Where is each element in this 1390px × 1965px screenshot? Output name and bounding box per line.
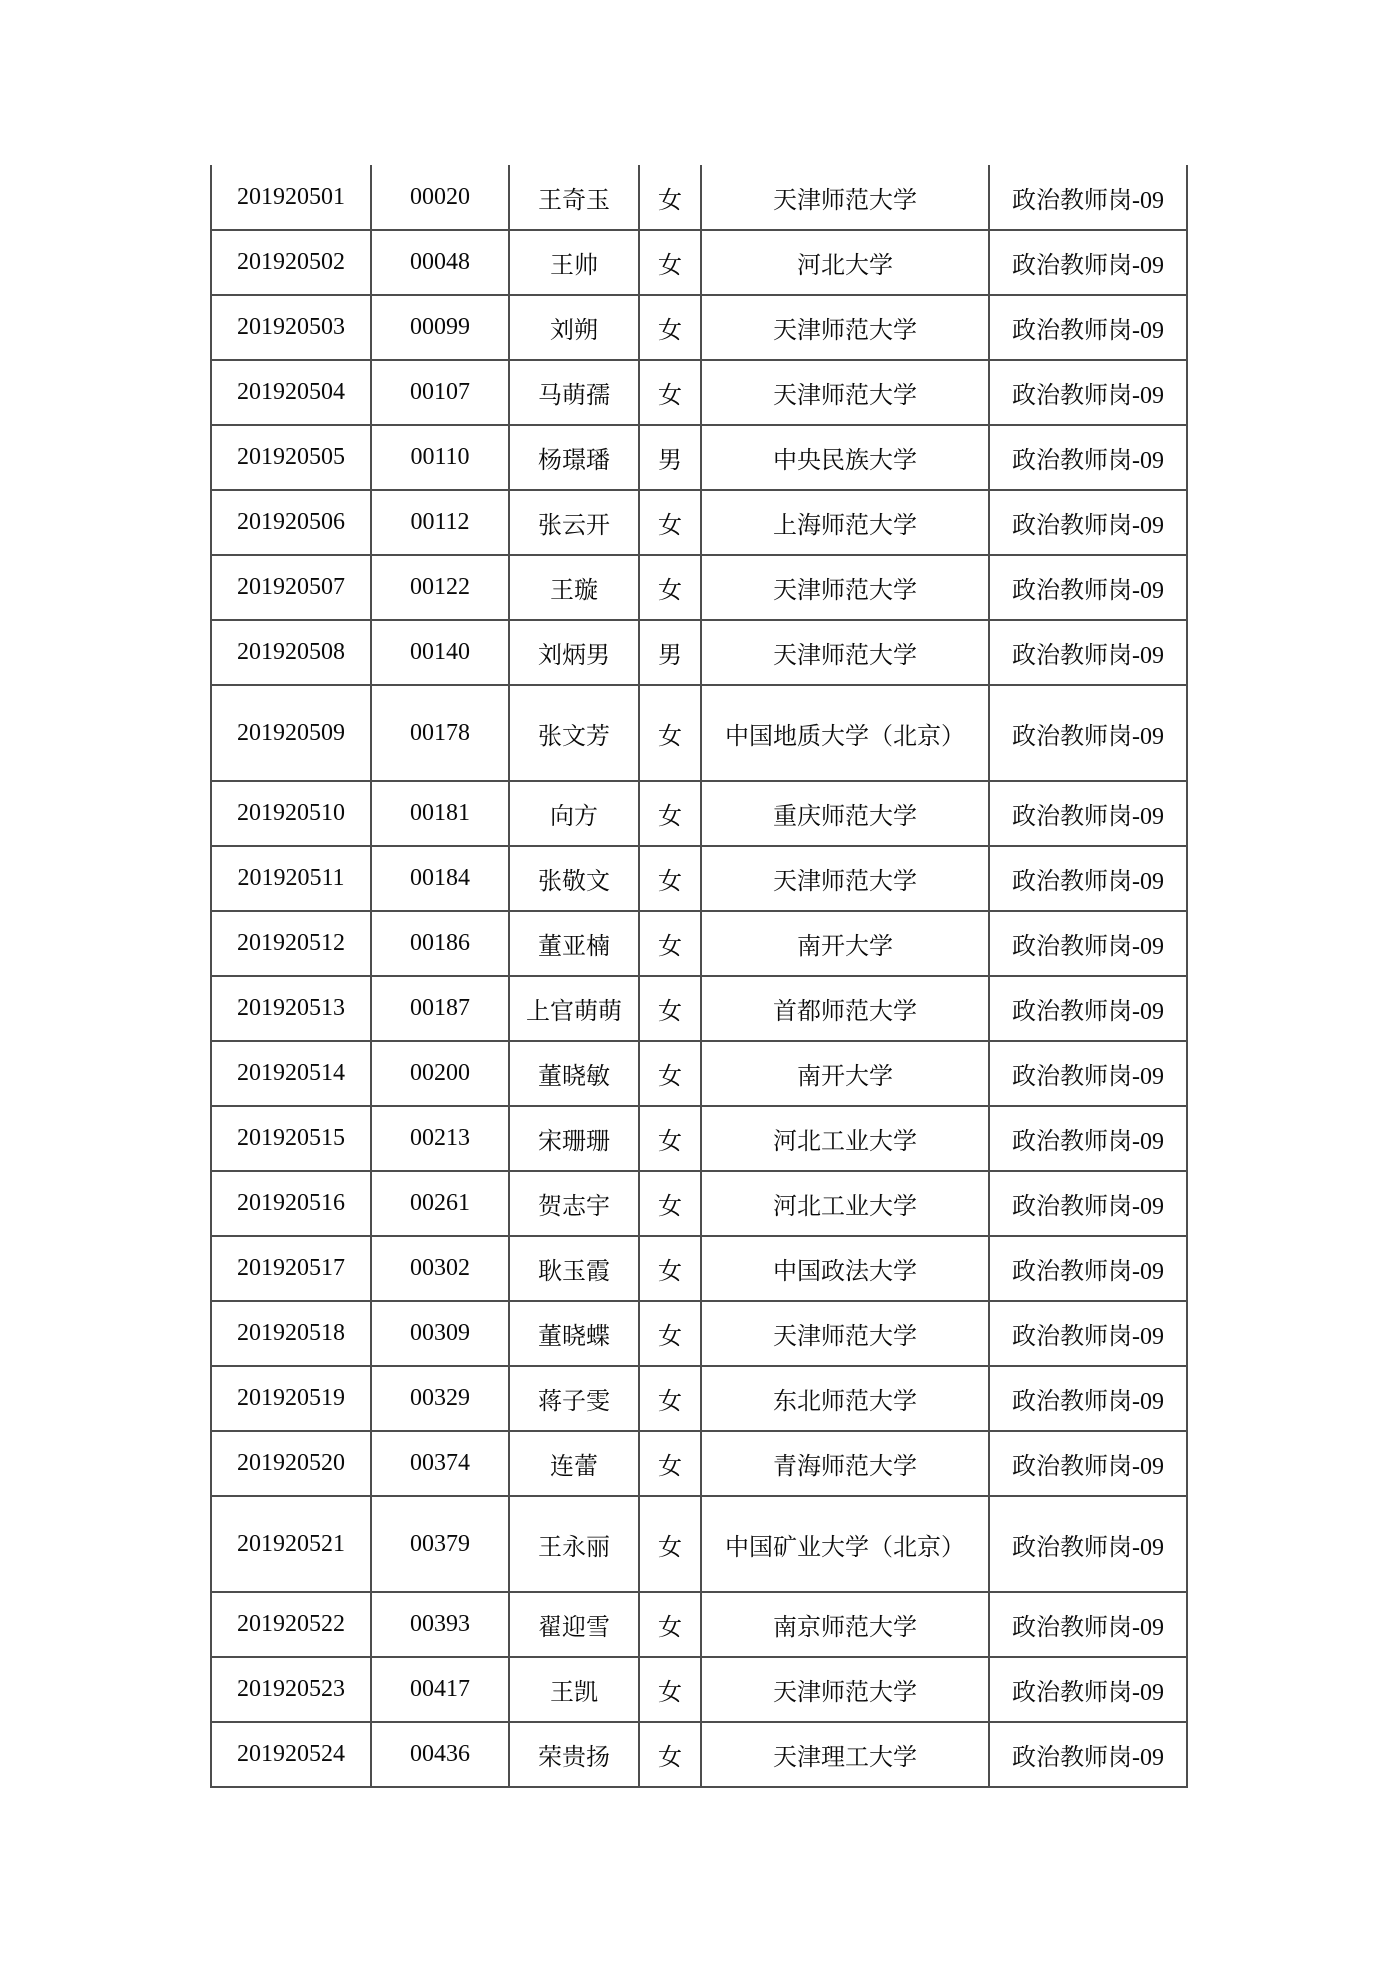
cell-position: 政治教师岗-09: [989, 230, 1187, 295]
cell-id: 201920504: [211, 360, 371, 425]
cell-position: 政治教师岗-09: [989, 685, 1187, 781]
table-row: [211, 1171, 1187, 1236]
cell-code: 00213: [371, 1106, 509, 1171]
cell-id: 201920523: [211, 1657, 371, 1722]
table-row: [211, 1496, 1187, 1592]
cell-name: 翟迎雪: [509, 1592, 639, 1657]
cell-position: 政治教师岗-09: [989, 1301, 1187, 1366]
cell-position: 政治教师岗-09: [989, 1592, 1187, 1657]
cell-university: 重庆师范大学: [701, 781, 989, 846]
cell-code: 00309: [371, 1301, 509, 1366]
cell-name: 王璇: [509, 555, 639, 620]
cell-gender: 女: [639, 1041, 701, 1106]
cell-code: 00020: [371, 165, 509, 230]
cell-id: 201920519: [211, 1366, 371, 1431]
cell-name: 向方: [509, 781, 639, 846]
cell-code: 00178: [371, 685, 509, 781]
cell-id: 201920508: [211, 620, 371, 685]
cell-code: 00122: [371, 555, 509, 620]
cell-name: 张文芳: [509, 685, 639, 781]
table-row: [211, 295, 1187, 360]
cell-university: 天津师范大学: [701, 165, 989, 230]
cell-gender: 女: [639, 1592, 701, 1657]
cell-id: 201920511: [211, 846, 371, 911]
roster-table-body: [211, 165, 1187, 1787]
cell-position: 政治教师岗-09: [989, 295, 1187, 360]
cell-gender: 男: [639, 425, 701, 490]
cell-university: 天津理工大学: [701, 1722, 989, 1787]
cell-name: 王奇玉: [509, 165, 639, 230]
cell-gender: 女: [639, 1496, 701, 1592]
cell-university: 天津师范大学: [701, 555, 989, 620]
table-row: [211, 1106, 1187, 1171]
cell-name: 刘朔: [509, 295, 639, 360]
cell-id: 201920514: [211, 1041, 371, 1106]
cell-id: 201920516: [211, 1171, 371, 1236]
cell-university: 首都师范大学: [701, 976, 989, 1041]
table-row: [211, 360, 1187, 425]
cell-id: 201920520: [211, 1431, 371, 1496]
cell-university: 中央民族大学: [701, 425, 989, 490]
cell-name: 刘炳男: [509, 620, 639, 685]
table-row: [211, 490, 1187, 555]
cell-position: 政治教师岗-09: [989, 360, 1187, 425]
table-row: [211, 1592, 1187, 1657]
cell-gender: 女: [639, 555, 701, 620]
cell-gender: 女: [639, 846, 701, 911]
table-row: [211, 620, 1187, 685]
cell-position: 政治教师岗-09: [989, 620, 1187, 685]
cell-name: 张云开: [509, 490, 639, 555]
cell-id: 201920517: [211, 1236, 371, 1301]
cell-university: 天津师范大学: [701, 295, 989, 360]
cell-name: 王帅: [509, 230, 639, 295]
cell-position: 政治教师岗-09: [989, 1106, 1187, 1171]
cell-gender: 女: [639, 1236, 701, 1301]
table-row: [211, 1657, 1187, 1722]
cell-code: 00048: [371, 230, 509, 295]
table-row: [211, 685, 1187, 781]
cell-name: 董晓蝶: [509, 1301, 639, 1366]
cell-university: 上海师范大学: [701, 490, 989, 555]
cell-university: 南开大学: [701, 1041, 989, 1106]
cell-id: 201920505: [211, 425, 371, 490]
cell-name: 贺志宇: [509, 1171, 639, 1236]
cell-code: 00140: [371, 620, 509, 685]
cell-id: 201920509: [211, 685, 371, 781]
cell-code: 00110: [371, 425, 509, 490]
cell-gender: 女: [639, 165, 701, 230]
cell-code: 00302: [371, 1236, 509, 1301]
cell-code: 00417: [371, 1657, 509, 1722]
cell-university: 南开大学: [701, 911, 989, 976]
cell-position: 政治教师岗-09: [989, 1236, 1187, 1301]
cell-id: 201920513: [211, 976, 371, 1041]
cell-name: 董亚楠: [509, 911, 639, 976]
cell-code: 00436: [371, 1722, 509, 1787]
cell-id: 201920518: [211, 1301, 371, 1366]
cell-university: 河北工业大学: [701, 1171, 989, 1236]
cell-gender: 女: [639, 230, 701, 295]
table-row: [211, 846, 1187, 911]
table-row: [211, 230, 1187, 295]
cell-code: 00200: [371, 1041, 509, 1106]
cell-gender: 女: [639, 685, 701, 781]
cell-gender: 男: [639, 620, 701, 685]
cell-name: 王永丽: [509, 1496, 639, 1592]
cell-gender: 女: [639, 490, 701, 555]
cell-gender: 女: [639, 781, 701, 846]
cell-university: 东北师范大学: [701, 1366, 989, 1431]
cell-position: 政治教师岗-09: [989, 1496, 1187, 1592]
cell-university: 河北大学: [701, 230, 989, 295]
table-row: [211, 1301, 1187, 1366]
cell-gender: 女: [639, 1301, 701, 1366]
cell-name: 耿玉霞: [509, 1236, 639, 1301]
cell-name: 上官萌萌: [509, 976, 639, 1041]
cell-gender: 女: [639, 976, 701, 1041]
table-row: [211, 555, 1187, 620]
cell-id: 201920512: [211, 911, 371, 976]
cell-name: 马萌孺: [509, 360, 639, 425]
cell-position: 政治教师岗-09: [989, 490, 1187, 555]
cell-position: 政治教师岗-09: [989, 911, 1187, 976]
cell-gender: 女: [639, 1171, 701, 1236]
cell-id: 201920515: [211, 1106, 371, 1171]
cell-position: 政治教师岗-09: [989, 846, 1187, 911]
cell-name: 连蕾: [509, 1431, 639, 1496]
cell-position: 政治教师岗-09: [989, 1722, 1187, 1787]
cell-name: 张敬文: [509, 846, 639, 911]
cell-position: 政治教师岗-09: [989, 555, 1187, 620]
cell-position: 政治教师岗-09: [989, 1171, 1187, 1236]
table-row: [211, 1041, 1187, 1106]
cell-gender: 女: [639, 1722, 701, 1787]
cell-gender: 女: [639, 1366, 701, 1431]
cell-position: 政治教师岗-09: [989, 1431, 1187, 1496]
table-row: [211, 1236, 1187, 1301]
cell-gender: 女: [639, 1106, 701, 1171]
cell-gender: 女: [639, 360, 701, 425]
cell-code: 00187: [371, 976, 509, 1041]
cell-name: 宋珊珊: [509, 1106, 639, 1171]
cell-id: 201920510: [211, 781, 371, 846]
cell-id: 201920506: [211, 490, 371, 555]
cell-id: 201920502: [211, 230, 371, 295]
table-row: [211, 976, 1187, 1041]
cell-code: 00329: [371, 1366, 509, 1431]
cell-university: 天津师范大学: [701, 1657, 989, 1722]
cell-position: 政治教师岗-09: [989, 165, 1187, 230]
roster-table-container: [210, 165, 1186, 1788]
cell-code: 00393: [371, 1592, 509, 1657]
cell-name: 杨璟璠: [509, 425, 639, 490]
cell-code: 00181: [371, 781, 509, 846]
cell-code: 00184: [371, 846, 509, 911]
table-row: [211, 1722, 1187, 1787]
cell-university: 天津师范大学: [701, 360, 989, 425]
roster-table: [210, 165, 1188, 1788]
table-row: [211, 1366, 1187, 1431]
cell-university: 南京师范大学: [701, 1592, 989, 1657]
cell-position: 政治教师岗-09: [989, 1366, 1187, 1431]
cell-position: 政治教师岗-09: [989, 425, 1187, 490]
cell-id: 201920507: [211, 555, 371, 620]
table-row: [211, 1431, 1187, 1496]
cell-university: 天津师范大学: [701, 620, 989, 685]
cell-gender: 女: [639, 1657, 701, 1722]
cell-name: 蒋子雯: [509, 1366, 639, 1431]
table-row: [211, 781, 1187, 846]
cell-code: 00261: [371, 1171, 509, 1236]
cell-code: 00112: [371, 490, 509, 555]
cell-id: 201920522: [211, 1592, 371, 1657]
cell-university: 天津师范大学: [701, 1301, 989, 1366]
table-row: [211, 425, 1187, 490]
cell-name: 董晓敏: [509, 1041, 639, 1106]
cell-code: 00099: [371, 295, 509, 360]
cell-position: 政治教师岗-09: [989, 1041, 1187, 1106]
cell-code: 00186: [371, 911, 509, 976]
cell-id: 201920524: [211, 1722, 371, 1787]
cell-id: 201920503: [211, 295, 371, 360]
cell-gender: 女: [639, 911, 701, 976]
cell-university: 中国政法大学: [701, 1236, 989, 1301]
cell-university: 中国地质大学（北京）: [701, 685, 989, 781]
cell-university: 河北工业大学: [701, 1106, 989, 1171]
cell-position: 政治教师岗-09: [989, 976, 1187, 1041]
cell-code: 00107: [371, 360, 509, 425]
cell-position: 政治教师岗-09: [989, 781, 1187, 846]
cell-name: 荣贵扬: [509, 1722, 639, 1787]
cell-gender: 女: [639, 295, 701, 360]
table-row: [211, 165, 1187, 230]
cell-name: 王凯: [509, 1657, 639, 1722]
cell-university: 中国矿业大学（北京）: [701, 1496, 989, 1592]
table-row: [211, 911, 1187, 976]
cell-id: 201920521: [211, 1496, 371, 1592]
cell-university: 天津师范大学: [701, 846, 989, 911]
cell-id: 201920501: [211, 165, 371, 230]
cell-gender: 女: [639, 1431, 701, 1496]
cell-position: 政治教师岗-09: [989, 1657, 1187, 1722]
cell-university: 青海师范大学: [701, 1431, 989, 1496]
cell-code: 00379: [371, 1496, 509, 1592]
cell-code: 00374: [371, 1431, 509, 1496]
